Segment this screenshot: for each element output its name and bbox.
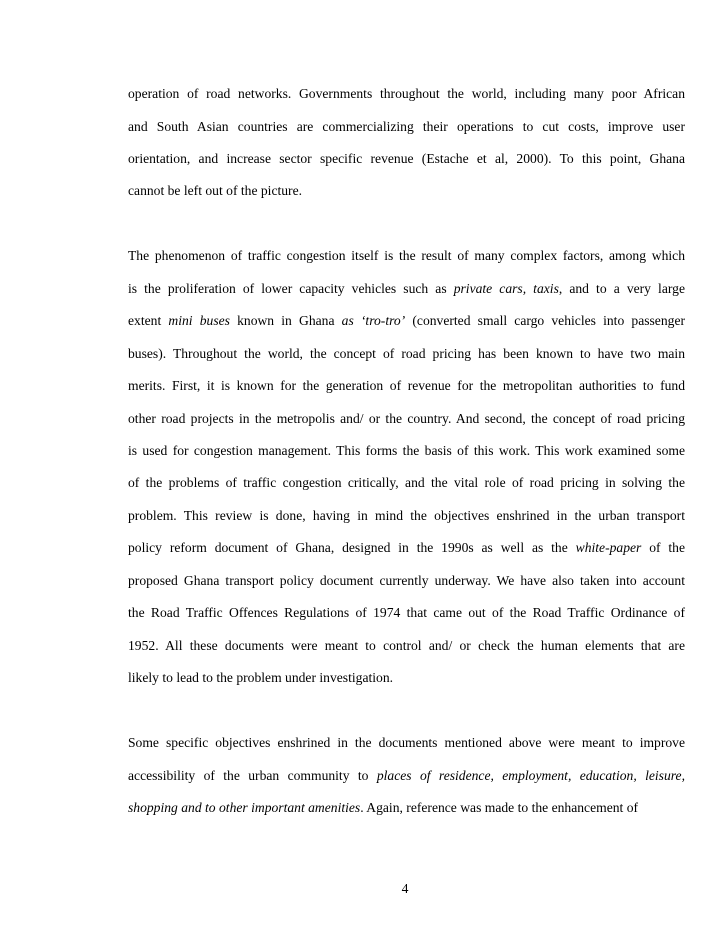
text-line [128,86,685,102]
text-line [128,573,685,589]
text-segment: merits. First, it is known for the generation of revenue for the metropolitan authorities to fund [128,378,685,393]
text-segment: is used for congestion management. This forms the basis of this work. This work examined some [128,442,685,458]
text-segment: cannot be left out of the picture. [128,183,303,199]
text-segment: of the problems of traffic congestion critically, and the vital role of road pricing in solving the [128,475,685,491]
text-segment: the Road Traffic Offences Regulations of 1974 that came out of the Road Traffic Ordinance of [128,605,685,621]
text-line [128,378,685,394]
text-line [128,248,685,264]
text-segment: other road projects in the metropolis and/ or the country. And second, the concept of road pricing [128,410,685,426]
italic-text: places of residence, employment, education, leisure, [376,767,685,783]
text-line [128,119,685,135]
text-line [128,281,685,297]
text-line [128,638,685,654]
text-line [128,313,685,329]
text-segment: (converted small cargo vehicles into passenger [405,313,685,329]
text-line [128,540,685,556]
text-line [128,346,685,362]
text-segment: The phenomenon of traffic congestion itself is the result of many complex factors, among which [128,248,685,264]
text-segment: policy reform document of Ghana, designed in the 1990s as well as the [128,540,576,556]
text-line [128,800,685,816]
text-segment: accessibility of the urban community to [128,767,377,783]
text-segment: known in Ghana [229,313,342,329]
text-segment: buses). Throughout the world, the concept of road pricing has been known to have two main [128,345,685,361]
text-segment: . Again, reference was made to the enhancement of [360,799,639,815]
text-line [128,151,685,167]
text-segment: proposed Ghana transport policy document currently underway. We have also taken into account [128,572,685,588]
text-line [128,475,685,491]
text-segment: orientation, and increase sector specific revenue (Estache et al, 2000). To this point, Ghana [128,150,685,166]
text-segment: Some specific objectives enshrined in the documents mentioned above were meant to improve [128,735,685,750]
text-line [128,605,685,621]
text-segment: is the proliferation of lower capacity vehicles such as [128,280,454,296]
text-segment: likely to lead to the problem under investigation. [128,670,394,686]
text-segment: operation of road networks. Governments throughout the world, including many poor African [128,86,685,101]
text-segment: and South Asian countries are commercializing their operations to cut costs, improve user [128,118,685,134]
text-line [128,735,685,751]
text-segment: , and to a very large [558,280,685,296]
text-line [128,411,685,427]
text-line [128,768,685,784]
italic-text: white-paper [575,540,642,556]
text-line [128,443,685,459]
text-line [128,183,685,199]
text-segment: of the [641,540,686,556]
italic-text: as ‘tro-tro’ [341,313,406,329]
page-number: 4 [401,881,409,896]
text-segment: 1952. All these documents were meant to control and/ or check the human elements that are [128,637,685,653]
text-line [128,508,685,524]
italic-text: private cars, taxis [453,280,559,296]
text-segment: extent [128,313,169,329]
text-line [128,670,685,686]
text-segment: problem. This review is done, having in mind the objectives enshrined in the urban transport [128,507,685,523]
italic-text: shopping and to other important amenities [128,799,361,815]
italic-text: mini buses [168,313,230,329]
